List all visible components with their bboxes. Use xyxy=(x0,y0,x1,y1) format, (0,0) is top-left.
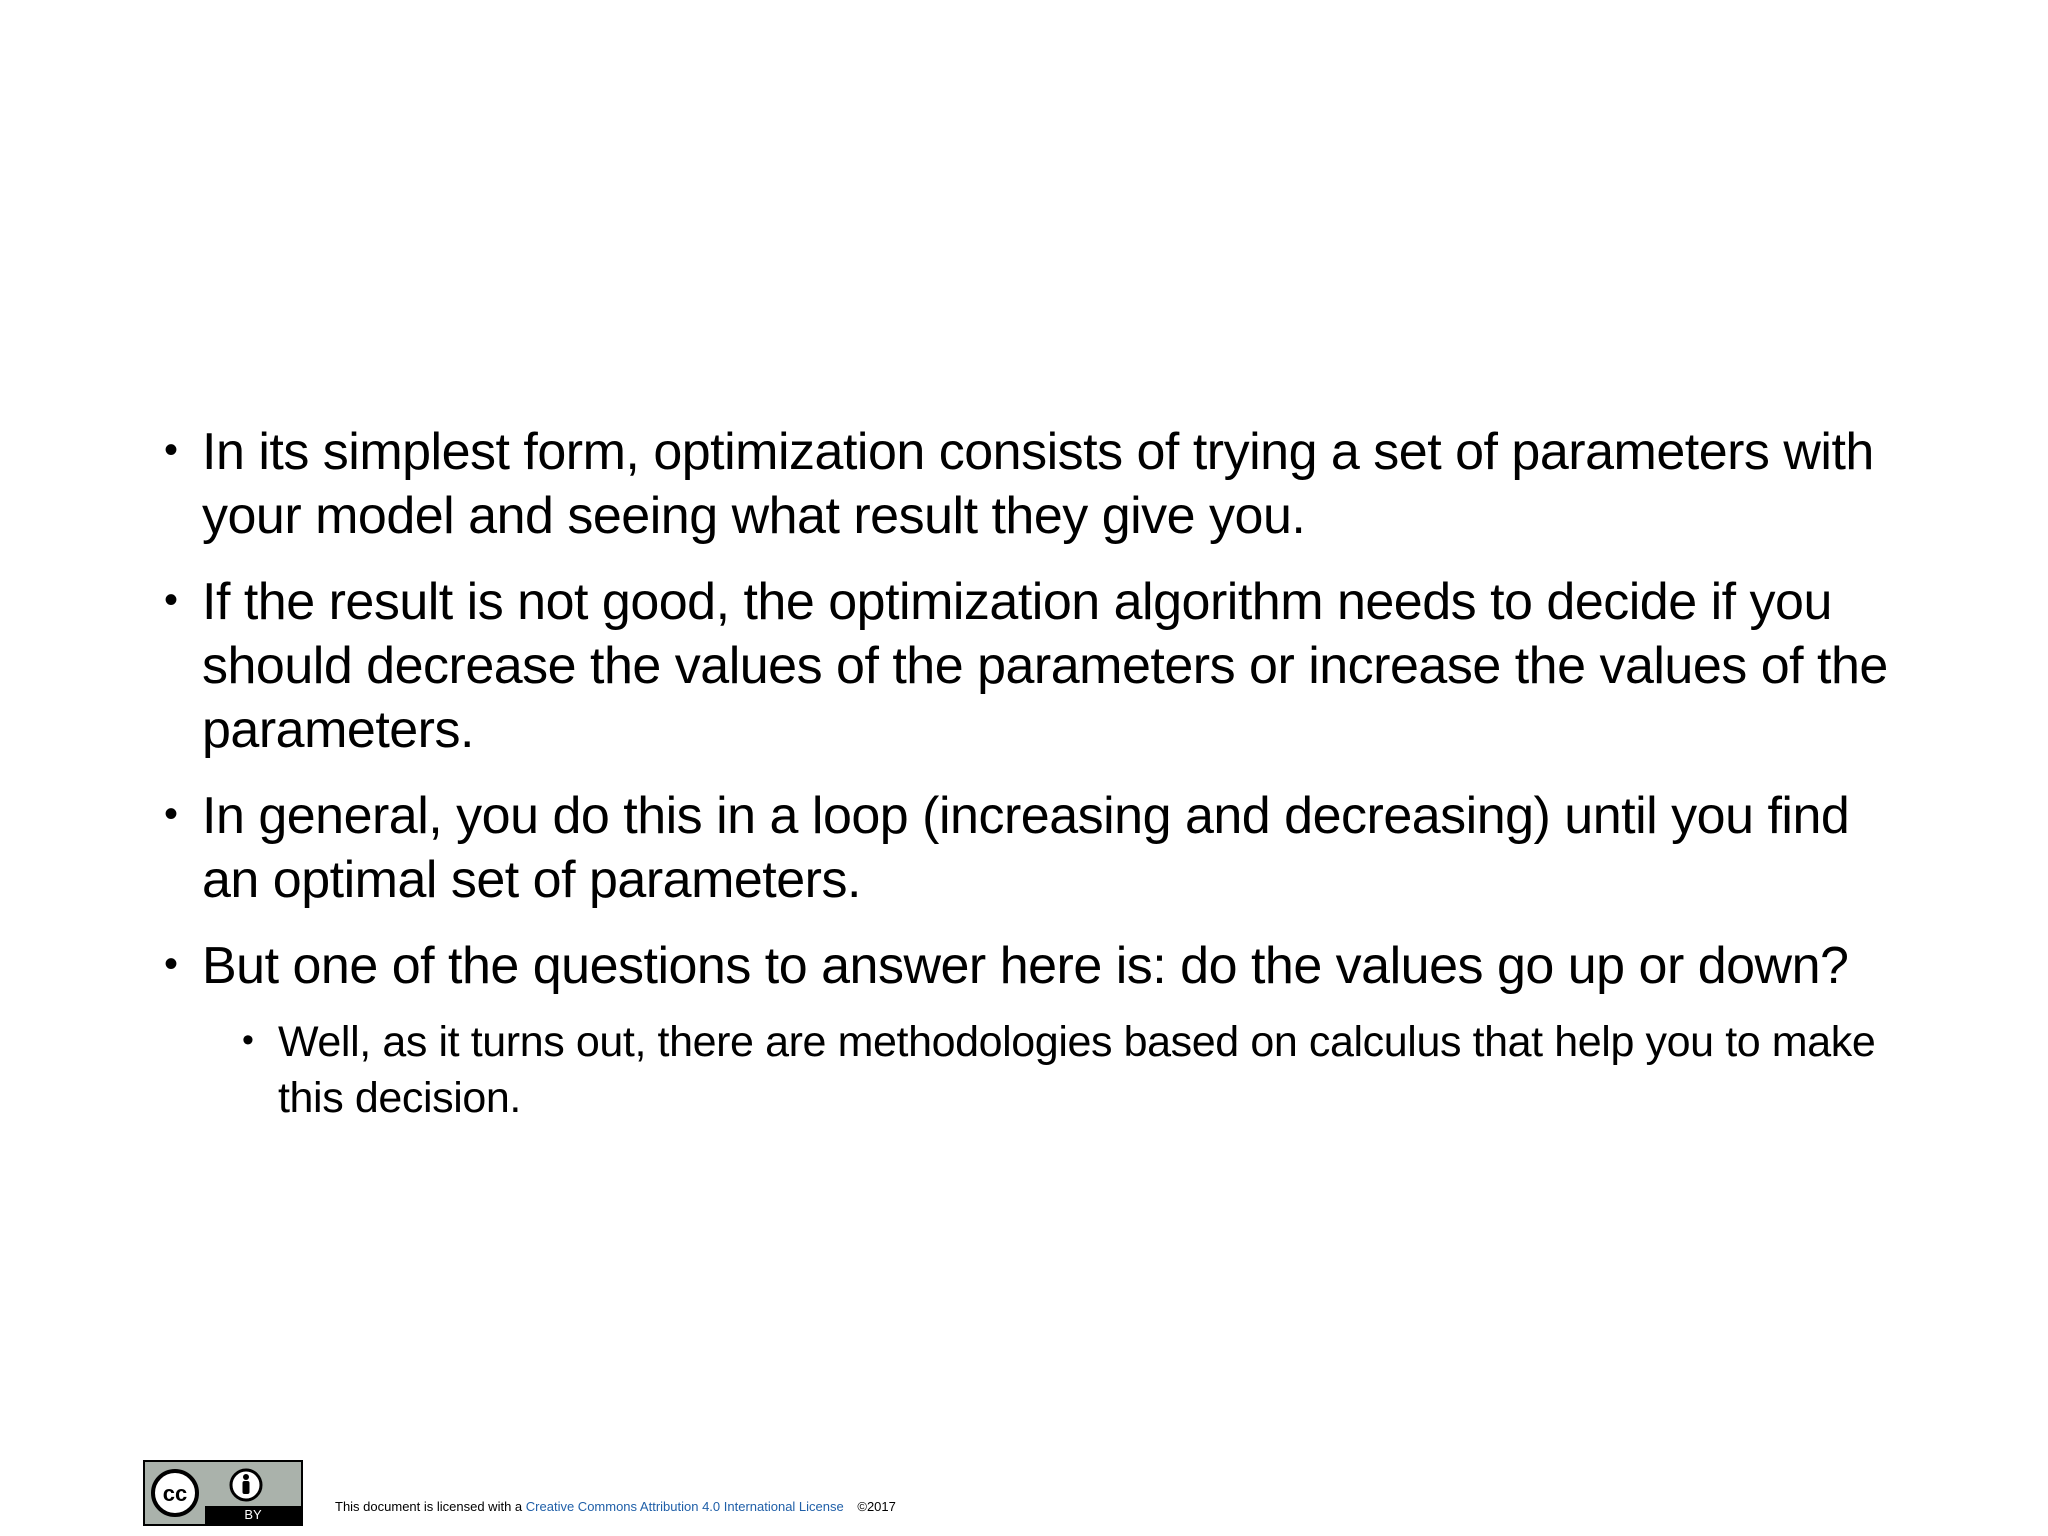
sub-bullet-icon: • xyxy=(242,1021,254,1059)
bullet-item xyxy=(160,570,1920,762)
bullet-item xyxy=(160,934,1920,998)
bullet-text: If the result is not good, the optimization algorithm needs to decide if you should decrease the values of the parameters or increase the values of the parameters. xyxy=(202,573,1888,759)
bullet-text: In general, you do this in a loop (increasing and decreasing) until you find an optimal set of parameters. xyxy=(202,787,1850,909)
bullet-list xyxy=(160,420,1920,1126)
license-text xyxy=(335,1499,896,1514)
license-footer xyxy=(143,1460,896,1526)
sub-bullet-text: Well, as it turns out, there are methodologies based on calculus that help you to make this decision. xyxy=(278,1018,1876,1122)
sub-bullet-item xyxy=(240,1014,1920,1126)
bullet-item xyxy=(160,420,1920,548)
cc-by-badge[interactable] xyxy=(143,1460,303,1526)
copyright: ©2017 xyxy=(857,1499,896,1514)
by-label: BY xyxy=(205,1506,301,1524)
license-link[interactable]: Creative Commons Attribution 4.0 International License xyxy=(525,1499,844,1514)
bullet-icon: • xyxy=(164,428,178,472)
bullet-icon: • xyxy=(164,578,178,622)
license-prefix: This document is licensed with a xyxy=(335,1499,523,1514)
bullet-icon: • xyxy=(164,792,178,836)
bullet-icon: • xyxy=(164,942,178,986)
svg-text:cc: cc xyxy=(162,1481,188,1506)
bullet-text: In its simplest form, optimization consists of trying a set of parameters with your model and seeing what result they give you. xyxy=(202,423,1874,545)
bullet-item xyxy=(160,784,1920,912)
bullet-text: But one of the questions to answer here is: do the values go up or down? xyxy=(202,937,1849,995)
